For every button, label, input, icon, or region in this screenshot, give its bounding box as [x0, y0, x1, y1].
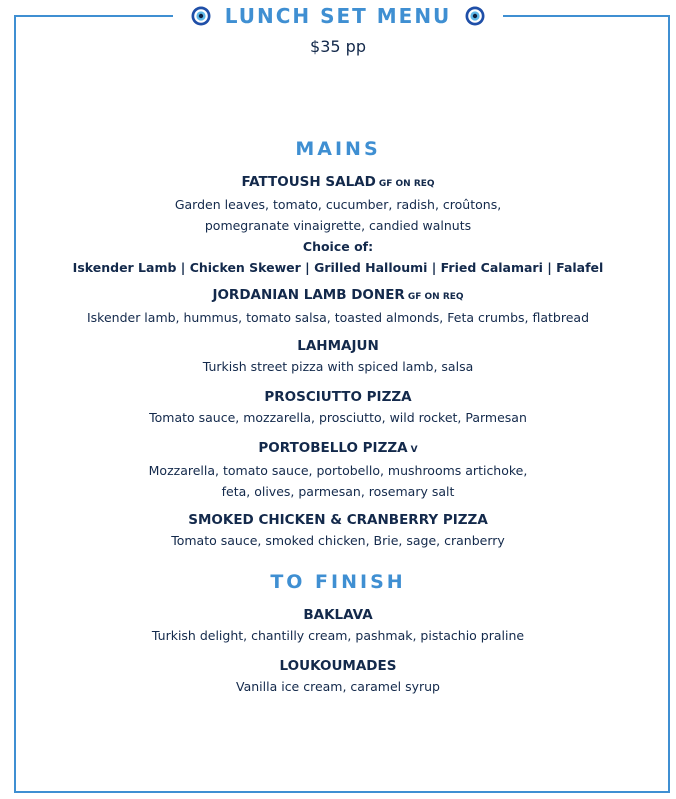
menu-item-name — [0, 336, 676, 356]
menu-item-baklava — [0, 605, 676, 646]
item-description: Mozzarella, tomato sauce, portobello, mushrooms artichoke, — [148, 463, 528, 478]
item-name-text: BAKLAVA — [303, 607, 373, 623]
item-description: Iskender lamb, hummus, tomato salsa, toasted almonds, Feta crumbs, flatbread — [86, 310, 590, 325]
menu-item-lahmajun — [0, 336, 676, 377]
evil-eye-icon — [191, 6, 211, 26]
item-choice-options: Iskender Lamb | Chicken Skewer | Grilled Halloumi | Fried Calamari | Falafel — [72, 260, 604, 275]
evil-eye-icon — [465, 6, 485, 26]
item-tag: V — [410, 445, 418, 455]
menu-item-name — [0, 172, 676, 194]
menu-header-inner — [173, 4, 504, 28]
item-description: Turkish street pizza with spiced lamb, salsa — [202, 359, 474, 374]
menu-price: $35 pp — [310, 37, 366, 56]
item-description: Garden leaves, tomato, cucumber, radish, croûtons, — [174, 197, 502, 212]
item-name-text: SMOKED CHICKEN & CRANBERRY PIZZA — [188, 512, 488, 528]
menu-item-smoked-chicken-cranberry-pizza — [0, 510, 676, 551]
item-name-text: LOUKOUMADES — [279, 658, 397, 674]
item-description: Tomato sauce, smoked chicken, Brie, sage, cranberry — [171, 533, 505, 548]
menu-item-portobello-pizza — [0, 438, 676, 502]
item-name-text: PROSCIUTTO PIZZA — [264, 389, 412, 405]
menu-item-loukoumades — [0, 656, 676, 697]
item-name-text: FATTOUSH SALAD — [241, 174, 376, 190]
section-heading-mains: MAINS — [295, 138, 381, 160]
item-description: Vanilla ice cream, caramel syrup — [236, 679, 440, 694]
menu-header — [0, 0, 676, 32]
menu-item-prosciutto-pizza — [0, 387, 676, 428]
menu-item-name — [0, 656, 676, 676]
menu-title: LUNCH SET MENU — [224, 4, 452, 28]
menu-item-name — [0, 438, 676, 460]
menu-item-name — [0, 285, 676, 307]
menu-item-fattoush-salad — [0, 172, 676, 278]
item-choice-label: Choice of: — [302, 239, 374, 254]
menu-item-name — [0, 387, 676, 407]
item-description: pomegranate vinaigrette, candied walnuts — [204, 218, 472, 233]
menu-item-name — [0, 605, 676, 625]
menu-item-jordanian-lamb-doner — [0, 285, 676, 328]
item-description: Turkish delight, chantilly cream, pashmak, pistachio praline — [151, 628, 525, 643]
item-tag: GF ON REQ — [378, 179, 435, 189]
item-name-text: PORTOBELLO PIZZA — [258, 440, 408, 456]
item-description: Tomato sauce, mozzarella, prosciutto, wild rocket, Parmesan — [149, 410, 527, 425]
menu-item-name — [0, 510, 676, 530]
item-description: feta, olives, parmesan, rosemary salt — [221, 484, 455, 499]
item-name-text: JORDANIAN LAMB DONER — [212, 287, 405, 303]
item-tag: GF ON REQ — [407, 292, 464, 302]
item-name-text: LAHMAJUN — [297, 338, 379, 354]
section-heading-to-finish: TO FINISH — [270, 571, 406, 593]
